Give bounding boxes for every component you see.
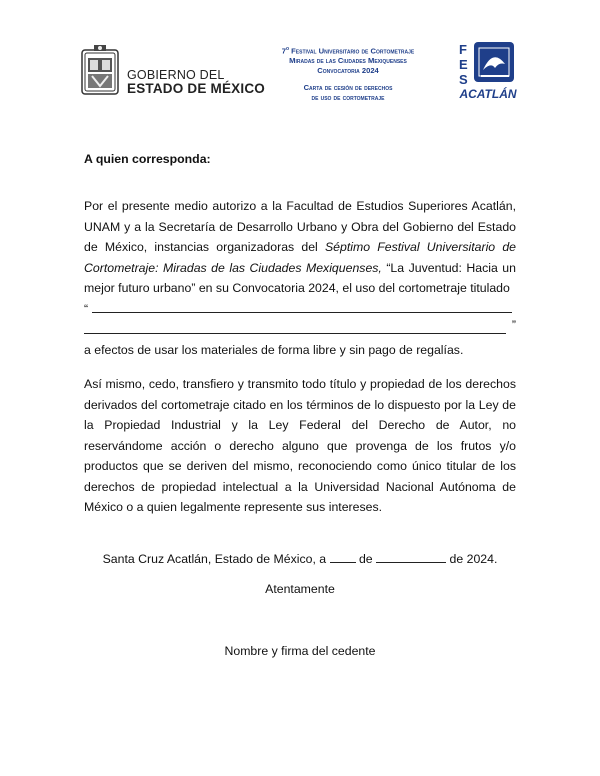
authorization-paragraph [84, 196, 516, 360]
cession-paragraph: Así mismo, cedo, transfiero y transmito todo título y propiedad de los derechos derivados del cortometraje citado en los términos de lo dispuesto por la Ley de la Propiedad Industrial y la Ley Federal del Derecho de Autor, no reservándome acción o derecho alguno que provenga de los frutos y/o productos que se deriven del mismo, reconociendo como único titular de los derechos de propiedad intelectual a la Universidad Nacional Autónoma de México o a quien legalmente represente sus intereses. [84, 377, 516, 514]
day-blank [330, 550, 356, 563]
document-title-line2: de uso de cortometraje [311, 92, 385, 102]
edomex-shield-icon [80, 44, 120, 98]
festival-name-italic: Séptimo Festival Universitario de Cortometraje: Miradas de las Ciudades Mexiquenses, [84, 240, 516, 275]
authorization-text-a: Por el presente medio autorizo a la Facultad de Estudios Superiores Acatlán, UNAM y a la Secretaría de Desarrollo Urbano y Obra del Gobierno del Estado de México, instancias organizadoras del [84, 199, 516, 254]
de-text-1: de [358, 552, 373, 566]
fes-acatlan-logo [457, 40, 519, 104]
title-blank-rule-1 [92, 312, 512, 313]
title-blank-line-2 [84, 319, 516, 340]
authorization-text-b: “La Juventud: Hacia un mejor futuro urbano” en su Convocatoria 2024, el uso del cortometraje titulado [84, 260, 516, 295]
open-quote: “ [84, 301, 89, 316]
date-line [0, 550, 600, 566]
festival-convocatoria: Convocatoria 2024 [317, 65, 379, 75]
fes-letter-s: S [459, 72, 468, 87]
estado-line: ESTADO DE MÉXICO [127, 81, 265, 96]
festival-number: 7 [281, 46, 286, 56]
place-text: Santa Cruz Acatlán, Estado de México, a [102, 552, 327, 566]
festival-subtitle: Miradas de las Ciudades Mexiquenses [289, 56, 407, 66]
festival-ordinal: o [285, 46, 290, 52]
festival-name: Festival Universitario de Cortometraje [291, 46, 415, 56]
fes-letter-e: E [459, 57, 468, 72]
fes-name-text: ACATLÁN [459, 87, 517, 101]
festival-header [248, 45, 448, 103]
de-text-2: de [449, 552, 464, 566]
festival-title-line [248, 45, 448, 56]
closing: Atentamente [265, 582, 335, 596]
gobierno-line: GOBIERNO DEL [127, 68, 225, 82]
fes-letter-f: F [459, 42, 467, 57]
title-blank-line-1 [84, 299, 516, 320]
title-blank-rule-2 [84, 333, 506, 334]
gobierno-wordmark [127, 68, 265, 96]
signature-label: Nombre y firma del cedente [224, 644, 376, 658]
close-quote: ” [511, 318, 516, 332]
month-blank [376, 550, 446, 563]
year-text: 2024. [466, 552, 498, 566]
greeting: A quien corresponda: [84, 152, 211, 166]
authorization-text-c: a efectos de usar los materiales de forma libre y sin pago de regalías. [84, 342, 464, 357]
document-title-line1: Carta de cesión de derechos [303, 83, 393, 93]
